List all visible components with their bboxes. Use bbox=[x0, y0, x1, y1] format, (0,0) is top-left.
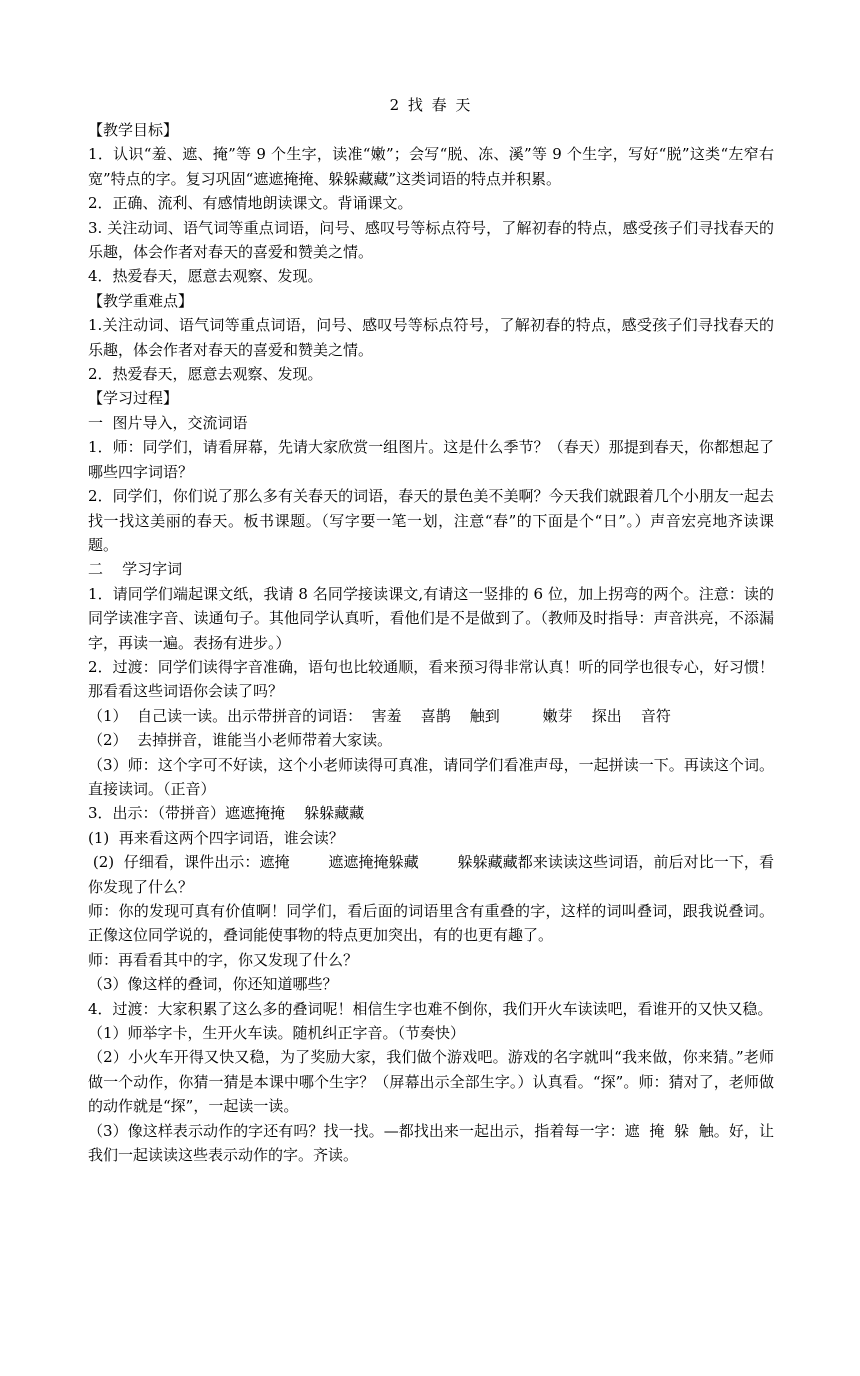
paragraph: (1) 再来看这两个四字词语，谁会读？ bbox=[88, 828, 344, 847]
paragraph: (2) 仔细看，课件出示：遮掩 遮遮掩掩躲藏 躲躲藏藏都来读读这些词语，前后对比一下，看你发现了什么？ bbox=[88, 853, 774, 896]
paragraph: 2．过渡：同学们读得字音准确，语句也比较通顺，看来预习得非常认真！听的同学也很专心，好习惯！那看看这些词语你会读了吗？ bbox=[88, 657, 774, 701]
paragraph: 师：再看看其中的字，你又发现了什么？ bbox=[88, 950, 359, 969]
paragraph: 1.关注动词、语气词等重点词语，问号、感叹号等标点符号，了解初春的特点，感受孩子们寻找春天的乐趣，体会作者对春天的喜爱和赞美之情。 bbox=[88, 316, 774, 359]
paragraph: 师：你的发现可真有价值啊！同学们，看后面的词语里含有重叠的字，这样的词叫叠词，跟我说叠词。正像这位同学说的，叠词能使事物的特点更加突出，有的也更有趣了。 bbox=[88, 902, 774, 945]
paragraph: （1） 自己读一读。出示带拼音的词语： 害羞 喜鹊 触到 嫩芽 探出 音符 bbox=[88, 706, 671, 725]
paragraph: 3. 关注动词、语气词等重点词语，问号、感叹号等标点符号，了解初春的特点，感受孩子们寻找春天的乐趣，体会作者对春天的喜爱和赞美之情。 bbox=[88, 218, 774, 262]
paragraph: 2．同学们，你们说了那么多有关春天的词语，春天的景色美不美啊？今天我们就跟着几个小朋友一起去找一找这美丽的春天。板书课题。（写字要一笔一划，注意“春”的下面是个“日”。）声音宏亮地齐读课题。 bbox=[88, 487, 774, 554]
paragraph: 4．过渡：大家积累了这么多的叠词呢！相信生字也难不倒你，我们开火车读读吧，看谁开的又快又稳。 bbox=[88, 999, 773, 1018]
section-teaching-goals-heading: 【教学目标】 bbox=[88, 121, 179, 139]
paragraph: 3．出示：（带拼音）遮遮掩掩 躲躲藏藏 bbox=[88, 804, 365, 823]
paragraph: 2．正确、流利、有感情地朗读课文。背诵课文。 bbox=[88, 194, 413, 213]
paragraph: 2．热爱春天，愿意去观察、发现。 bbox=[88, 365, 323, 384]
document-body bbox=[88, 94, 774, 1167]
paragraph: 1．师：同学们，请看屏幕，先请大家欣赏一组图片。这是什么季节？（春天）那提到春天，你都想起了哪些四字词语？ bbox=[88, 438, 774, 481]
paragraph: 1．请同学们端起课文纸，我请 8 名同学接读课文,有请这一竖排的 6 位，加上拐弯的两个。注意：读的同学读准字音、读通句子。其他同学认真听，看他们是不是做到了。（教师及时指导：声音洪亮，不添漏字，再读一遍。表扬有进步。） bbox=[88, 584, 774, 652]
paragraph: （2）小火车开得又快又稳，为了奖励大家，我们做个游戏吧。游戏的名字就叫“我来做，你来猜。”老师做一个动作，你猜一猜是本课中哪个生字？（屏幕出示全部生字。）认真看。“探”。师：猜对了，老师做的动作就是“探”，一起读一读。 bbox=[88, 1048, 774, 1116]
paragraph: （3）师：这个字可不好读，这个小老师读得可真准，请同学们看准声母，一起拼读一下。再读这个词。直接读词。（正音） bbox=[88, 755, 774, 798]
document-title: 2 找 春 天 bbox=[389, 96, 473, 114]
paragraph: 4．热爱春天，愿意去观察、发现。 bbox=[88, 267, 323, 286]
section-learning-process-heading: 【学习过程】 bbox=[88, 389, 179, 408]
section-key-points-heading: 【教学重难点】 bbox=[88, 291, 194, 310]
paragraph: （1）师举字卡，生开火车读。随机纠正字音。（节奏快） bbox=[88, 1024, 466, 1043]
paragraph: （2） 去掉拼音，谁能当小老师带着大家读。 bbox=[88, 731, 393, 750]
subsection-heading: 一 图片导入，交流词语 bbox=[88, 413, 248, 432]
subsection-heading: 二 学习字词 bbox=[88, 560, 183, 579]
paragraph: （3）像这样的叠词，你还知道哪些？ bbox=[88, 975, 338, 994]
paragraph: （3）像这样表示动作的字还有吗？找一找。—都找出来一起出示，指着每一字：遮 掩 躲 触。好，让我们一起读读这些表示动作的字。齐读。 bbox=[88, 1121, 774, 1165]
paragraph: 1．认识“羞、遮、掩”等 9 个生字，读准“嫩”；会写“脱、冻、溪”等 9 个生字，写好“脱”这类“左窄右宽”特点的字。复习巩固“遮遮掩掩、躲躲藏藏”这类词语的特点并积累。 bbox=[88, 145, 774, 188]
